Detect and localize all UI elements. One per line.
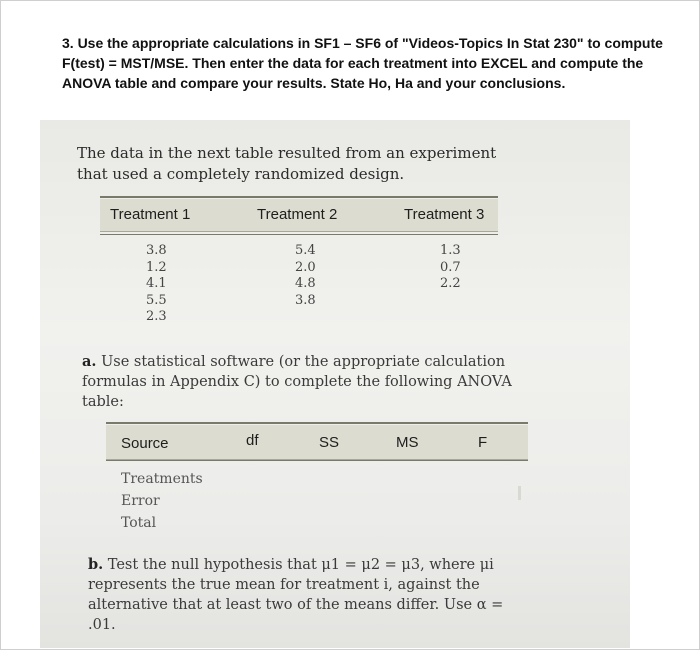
- anova-table-header: [106, 425, 528, 460]
- header-ss: SS: [319, 434, 340, 451]
- page-mark: [518, 486, 521, 500]
- data-table-header-rule: [100, 234, 498, 235]
- value-cell: 5.5: [146, 292, 167, 308]
- header-df: df: [246, 432, 259, 449]
- part-b-label: b.: [88, 556, 104, 573]
- part-a-label: a.: [82, 353, 97, 370]
- anova-table-header-rule: [106, 460, 528, 461]
- question-text: 3. Use the appropriate calculations in SF1 – SF6 of "Videos-Topics In Stat 230" to compute F(test) = MST/MSE. Then enter the data for each treatment into EXCEL and compute the ANOVA table and compare your results. State Ho, Ha and your conclusions.: [62, 35, 663, 91]
- header-f: F: [478, 434, 488, 451]
- part-a-text: Use statistical software (or the appropriate calculation formulas in Appendix C) to complete the following ANOVA table:: [82, 354, 512, 410]
- anova-table-top-rule: [106, 422, 528, 424]
- value-cell: 4.8: [295, 276, 316, 291]
- row-treatments: Treatments: [121, 471, 203, 487]
- row-total: Total: [121, 515, 157, 531]
- header-treatment-3: Treatment 3: [404, 206, 485, 223]
- part-b-text: Test the null hypothesis that μ1 = μ2 = μ3, where μi represents the true mean for treatment i, against the alternative that at least two of the means differ. Use α = .01.: [88, 557, 504, 633]
- header-source: Source: [121, 435, 169, 452]
- treatment-2-values: [295, 243, 316, 309]
- value-cell: 5.4: [295, 243, 316, 258]
- value-cell: 1.3: [440, 243, 461, 258]
- treatment-3-values: [440, 243, 461, 293]
- treatment-1-values: [146, 243, 167, 326]
- value-cell: 2.3: [146, 309, 167, 324]
- part-a: [82, 352, 532, 412]
- value-cell: 0.7: [440, 259, 461, 275]
- header-treatment-2: Treatment 2: [257, 206, 338, 223]
- value-cell: 2.2: [440, 276, 461, 291]
- header-treatment-1: Treatment 1: [110, 206, 191, 223]
- row-error: Error: [121, 493, 160, 509]
- value-cell: 2.0: [295, 259, 316, 275]
- value-cell: 1.2: [146, 259, 167, 275]
- value-cell: 4.1: [146, 276, 167, 291]
- intro-paragraph: The data in the next table resulted from an experiment that used a completely randomized design.: [77, 144, 497, 183]
- data-table-top-rule: [100, 196, 498, 198]
- part-b: [88, 555, 533, 635]
- header-ms: MS: [396, 434, 419, 451]
- anova-row-labels: [121, 468, 203, 534]
- data-table-header: [100, 199, 498, 232]
- value-cell: 3.8: [295, 292, 316, 308]
- value-cell: 3.8: [146, 243, 167, 258]
